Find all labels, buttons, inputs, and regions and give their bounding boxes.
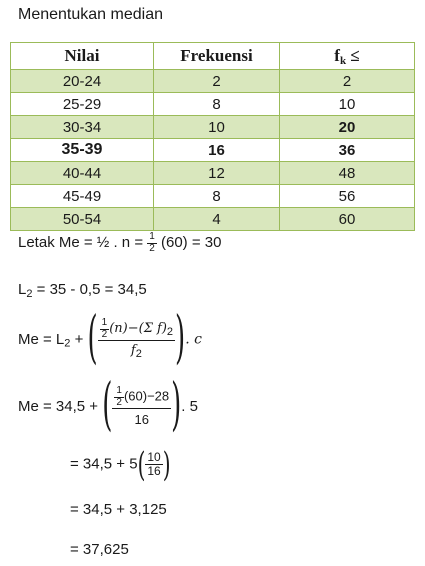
fraction-numerator: 1 (101, 317, 108, 328)
step1-denominator: 16 (134, 412, 149, 427)
cell-frekuensi: 2 (154, 70, 280, 93)
cell-nilai: 20-24 (11, 70, 154, 93)
final-result: = 37,625 (70, 541, 129, 558)
step1-lhs: Me = 34,5 + (18, 397, 99, 415)
table-row (11, 185, 415, 208)
cell-nilai: 40-44 (11, 162, 154, 185)
formula-inner-subscript: 2 (166, 326, 174, 339)
table-row (11, 162, 415, 185)
formula-den-subscript: 2 (135, 348, 142, 360)
substitution-step (18, 373, 198, 440)
fraction-denominator: 2 (101, 328, 108, 340)
left-paren: ( (87, 306, 98, 373)
table-header-row (11, 43, 415, 70)
table-row (11, 208, 415, 231)
calc-step-3: = 34,5 + 3,125 (70, 501, 167, 518)
page-title: Menentukan median (18, 6, 163, 23)
formula-plus: + (74, 330, 84, 348)
fraction-denominator: 16 (147, 463, 161, 478)
cell-frekuensi: 8 (154, 93, 280, 116)
table-row (11, 93, 415, 116)
l2-subscript: 2 (26, 288, 33, 300)
cell-frekuensi: 10 (154, 116, 280, 139)
cell-nilai: 35-39 (11, 139, 154, 162)
median-formula (18, 306, 202, 373)
cell-frekuensi: 16 (154, 139, 280, 162)
formula-den-symbol: f (130, 343, 136, 358)
cell-nilai: 25-29 (11, 93, 154, 116)
formula-half-fraction (100, 318, 110, 340)
cell-fk: 48 (280, 162, 415, 185)
formula-inner-term: (n)−(Σ f) (109, 321, 167, 337)
table-row (11, 70, 415, 93)
cell-fk: 2 (280, 70, 415, 93)
median-position-prefix: Letak Me = ½ . n = (18, 233, 144, 251)
formula-lhs-subscript: 2 (64, 337, 71, 350)
table-row-median-class (11, 139, 415, 162)
formula-denominator (98, 341, 175, 361)
median-position-suffix: (60) = 30 (160, 233, 222, 251)
frequency-table (10, 42, 415, 231)
l2-value: = 35 - 0,5 = 34,5 (36, 281, 147, 298)
cell-fk: 20 (280, 116, 415, 139)
step1-tail: . 5 (181, 397, 198, 415)
right-paren: ) (162, 443, 171, 485)
fraction-denominator: 2 (116, 396, 122, 408)
cell-frekuensi: 12 (154, 162, 280, 185)
fraction-numerator: 10 (147, 450, 161, 464)
formula-lhs: Me = L (18, 330, 65, 348)
right-paren: ) (175, 306, 186, 373)
median-position-line (18, 232, 221, 254)
cell-nilai: 50-54 (11, 208, 154, 231)
step1-main-fraction (112, 386, 171, 427)
table-row (11, 116, 415, 139)
cell-nilai: 45-49 (11, 185, 154, 208)
cell-fk: 10 (280, 93, 415, 116)
cell-frekuensi: 4 (154, 208, 280, 231)
step2-fraction (145, 451, 162, 477)
cell-frekuensi: 8 (154, 185, 280, 208)
right-paren: ) (171, 373, 182, 440)
formula-numerator (98, 318, 175, 341)
step1-inner-term: (60)−28 (123, 388, 170, 404)
fraction-denominator: 2 (149, 242, 155, 254)
step1-numerator (112, 386, 171, 409)
step1-half-fraction (114, 386, 124, 408)
header-frekuensi: Frekuensi (154, 43, 280, 70)
cell-fk: 60 (280, 208, 415, 231)
formula-main-fraction (98, 318, 175, 361)
cell-nilai: 30-34 (11, 116, 154, 139)
calc-step-2 (70, 443, 171, 485)
left-paren: ( (137, 443, 146, 485)
left-paren: ( (102, 373, 113, 440)
header-fk: $f_k$ ≤ (280, 43, 415, 70)
fraction-numerator: 1 (116, 385, 122, 396)
step2-prefix: = 34,5 + 5 (70, 455, 138, 473)
header-nilai: Nilai (11, 43, 154, 70)
lower-boundary-line (18, 281, 147, 300)
l2-symbol: L (18, 281, 27, 298)
cell-fk: 36 (280, 139, 415, 162)
fraction-numerator: 1 (149, 231, 155, 242)
formula-tail: . c (185, 331, 202, 348)
half-fraction (147, 232, 157, 254)
cell-fk: 56 (280, 185, 415, 208)
